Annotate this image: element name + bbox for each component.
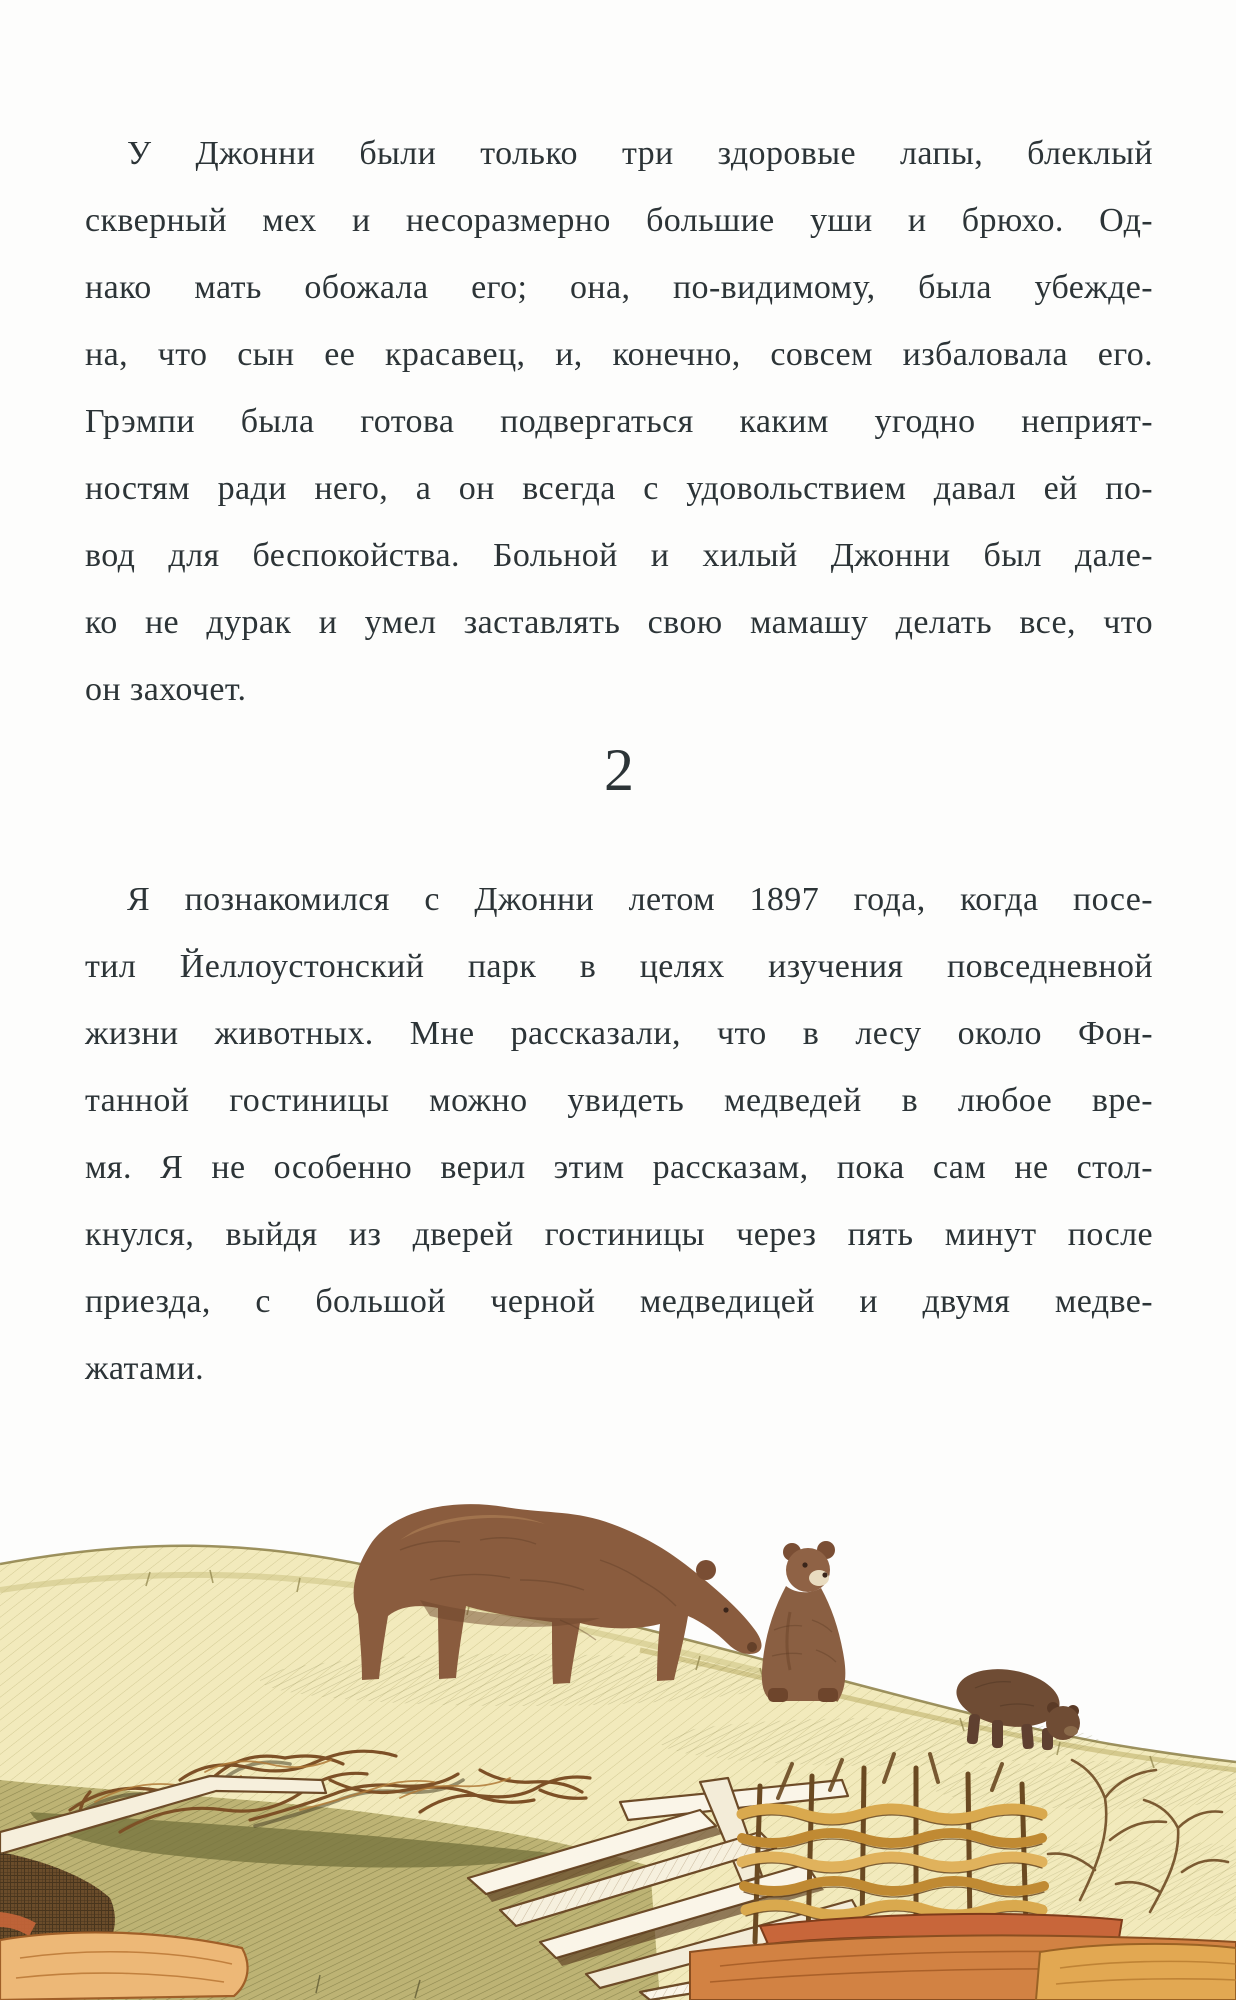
illustration-bears [0, 1480, 1236, 2000]
text-line: приезда, с большой черной медведицей и двумя медве- [85, 1283, 1153, 1320]
text-line: Я познакомился с Джонни летом 1897 года, когда посе- [127, 881, 1153, 918]
text-line: тил Йеллоустонский парк в целях изучения повседневной [85, 948, 1153, 985]
text-line: ностям ради него, а он всегда с удовольствием давал ей по- [85, 470, 1153, 507]
standing-cub [762, 1541, 846, 1702]
paragraph-1 [85, 120, 1153, 723]
text-line: нако мать обожала его; она, по-видимому, была убежде- [85, 269, 1153, 306]
text-line: жатами. [85, 1350, 205, 1387]
text-line: танной гостиницы можно увидеть медведей в любое вре- [85, 1082, 1153, 1119]
text-line: кнулся, выйдя из дверей гостиницы через пять минут после [85, 1216, 1153, 1253]
text-line: Грэмпи была готова подвергаться каким угодно неприят- [85, 403, 1153, 440]
text-line: скверный мех и несоразмерно большие уши и брюхо. Од- [85, 202, 1153, 239]
paragraph-2 [85, 866, 1153, 1402]
text-line: мя. Я не особенно верил этим рассказам, пока сам не стол- [85, 1149, 1153, 1186]
section-number: 2 [604, 737, 634, 803]
text-line: жизни животных. Мне рассказали, что в лесу около Фон- [85, 1015, 1153, 1052]
text-line: вод для беспокойства. Больной и хилый Джонни был дале- [85, 537, 1153, 574]
text-line: У Джонни были только три здоровые лапы, блеклый [127, 135, 1153, 172]
text-line: он захочет. [85, 671, 247, 708]
text-line: на, что сын ее красавец, и, конечно, совсем избаловала его. [85, 336, 1153, 373]
text-line: ко не дурак и умел заставлять свою мамашу делать все, что [85, 604, 1153, 641]
